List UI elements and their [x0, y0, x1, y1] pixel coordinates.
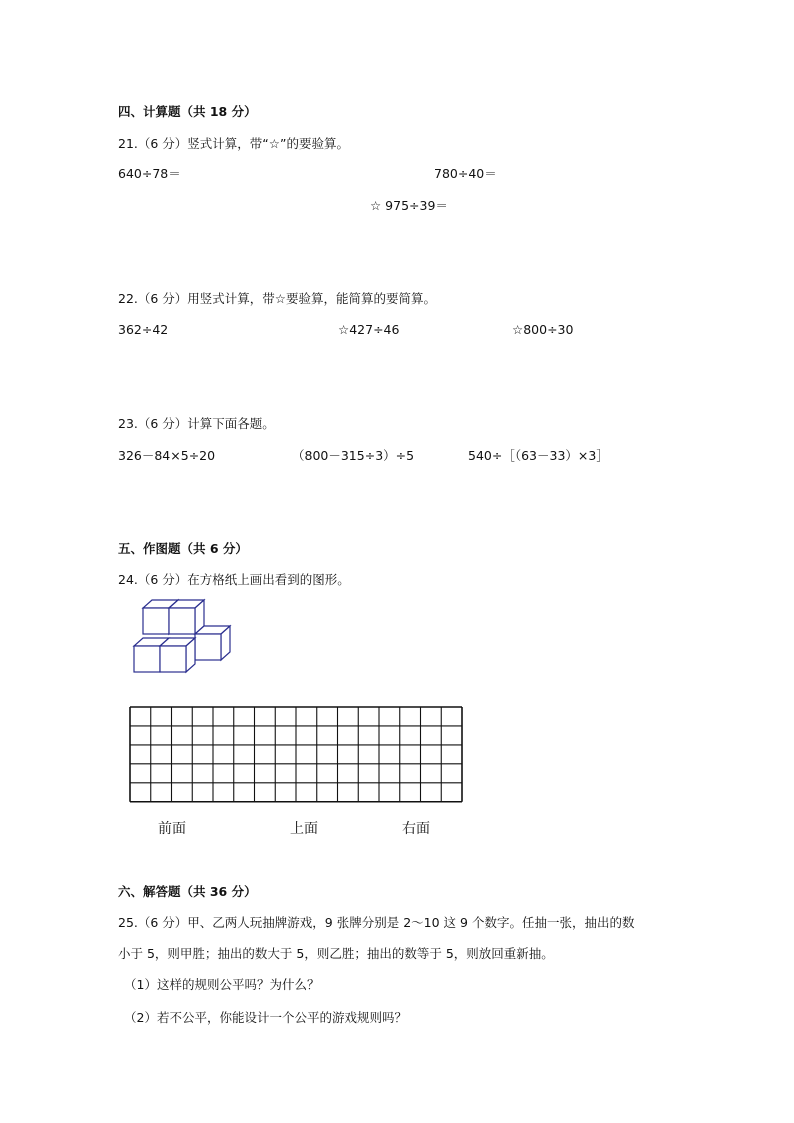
label-front-view: 前面 — [158, 821, 186, 837]
question-23-stem: 23.（6 分）计算下面各题。 — [118, 416, 275, 431]
question-23-item-3: 540÷［（63－33）×3］ — [468, 448, 609, 463]
question-22-item-3: ☆800÷30 — [512, 322, 574, 337]
question-22-item-1: 362÷42 — [118, 322, 169, 337]
cube-front-middle — [160, 638, 195, 672]
question-21-item-3: ☆ 975÷39＝ — [370, 198, 448, 213]
section-heading-solutions: 六、解答题（共 36 分） — [118, 884, 257, 899]
label-right-view: 右面 — [402, 821, 430, 837]
cube-back-right — [195, 626, 230, 660]
question-25-sub-1: （1）这样的规则公平吗？为什么？ — [124, 977, 320, 992]
label-top-view: 上面 — [290, 821, 318, 837]
question-23-item-2: （800－315÷3）÷5 — [292, 448, 415, 463]
question-22-item-2: ☆427÷46 — [338, 322, 400, 337]
cube-stack-figure — [128, 598, 248, 678]
square-grid-paper — [128, 705, 468, 805]
question-21-stem: 21.（6 分）竖式计算，带“☆”的要验算。 — [118, 136, 349, 151]
question-22-stem: 22.（6 分）用竖式计算，带☆要验算，能简算的要简算。 — [118, 291, 437, 306]
question-25-line-1: 25.（6 分）甲、乙两人玩抽牌游戏，9 张牌分别是 2～10 这 9 个数字。任抽一张，抽出的数 — [118, 915, 635, 930]
question-25-sub-2: （2）若不公平，你能设计一个公平的游戏规则吗？ — [124, 1010, 407, 1025]
question-23-item-1: 326－84×5÷20 — [118, 448, 216, 463]
question-25-line-2: 小于 5，则甲胜；抽出的数大于 5，则乙胜；抽出的数等于 5，则放回重新抽。 — [118, 946, 554, 961]
question-21-item-1: 640÷78＝ — [118, 166, 181, 181]
section-heading-drawing: 五、作图题（共 6 分） — [118, 541, 248, 556]
question-21-item-2: 780÷40＝ — [434, 166, 497, 181]
question-24-stem: 24.（6 分）在方格纸上画出看到的图形。 — [118, 572, 350, 587]
section-heading-calculation: 四、计算题（共 18 分） — [118, 104, 257, 119]
cube-top-right — [169, 600, 204, 634]
